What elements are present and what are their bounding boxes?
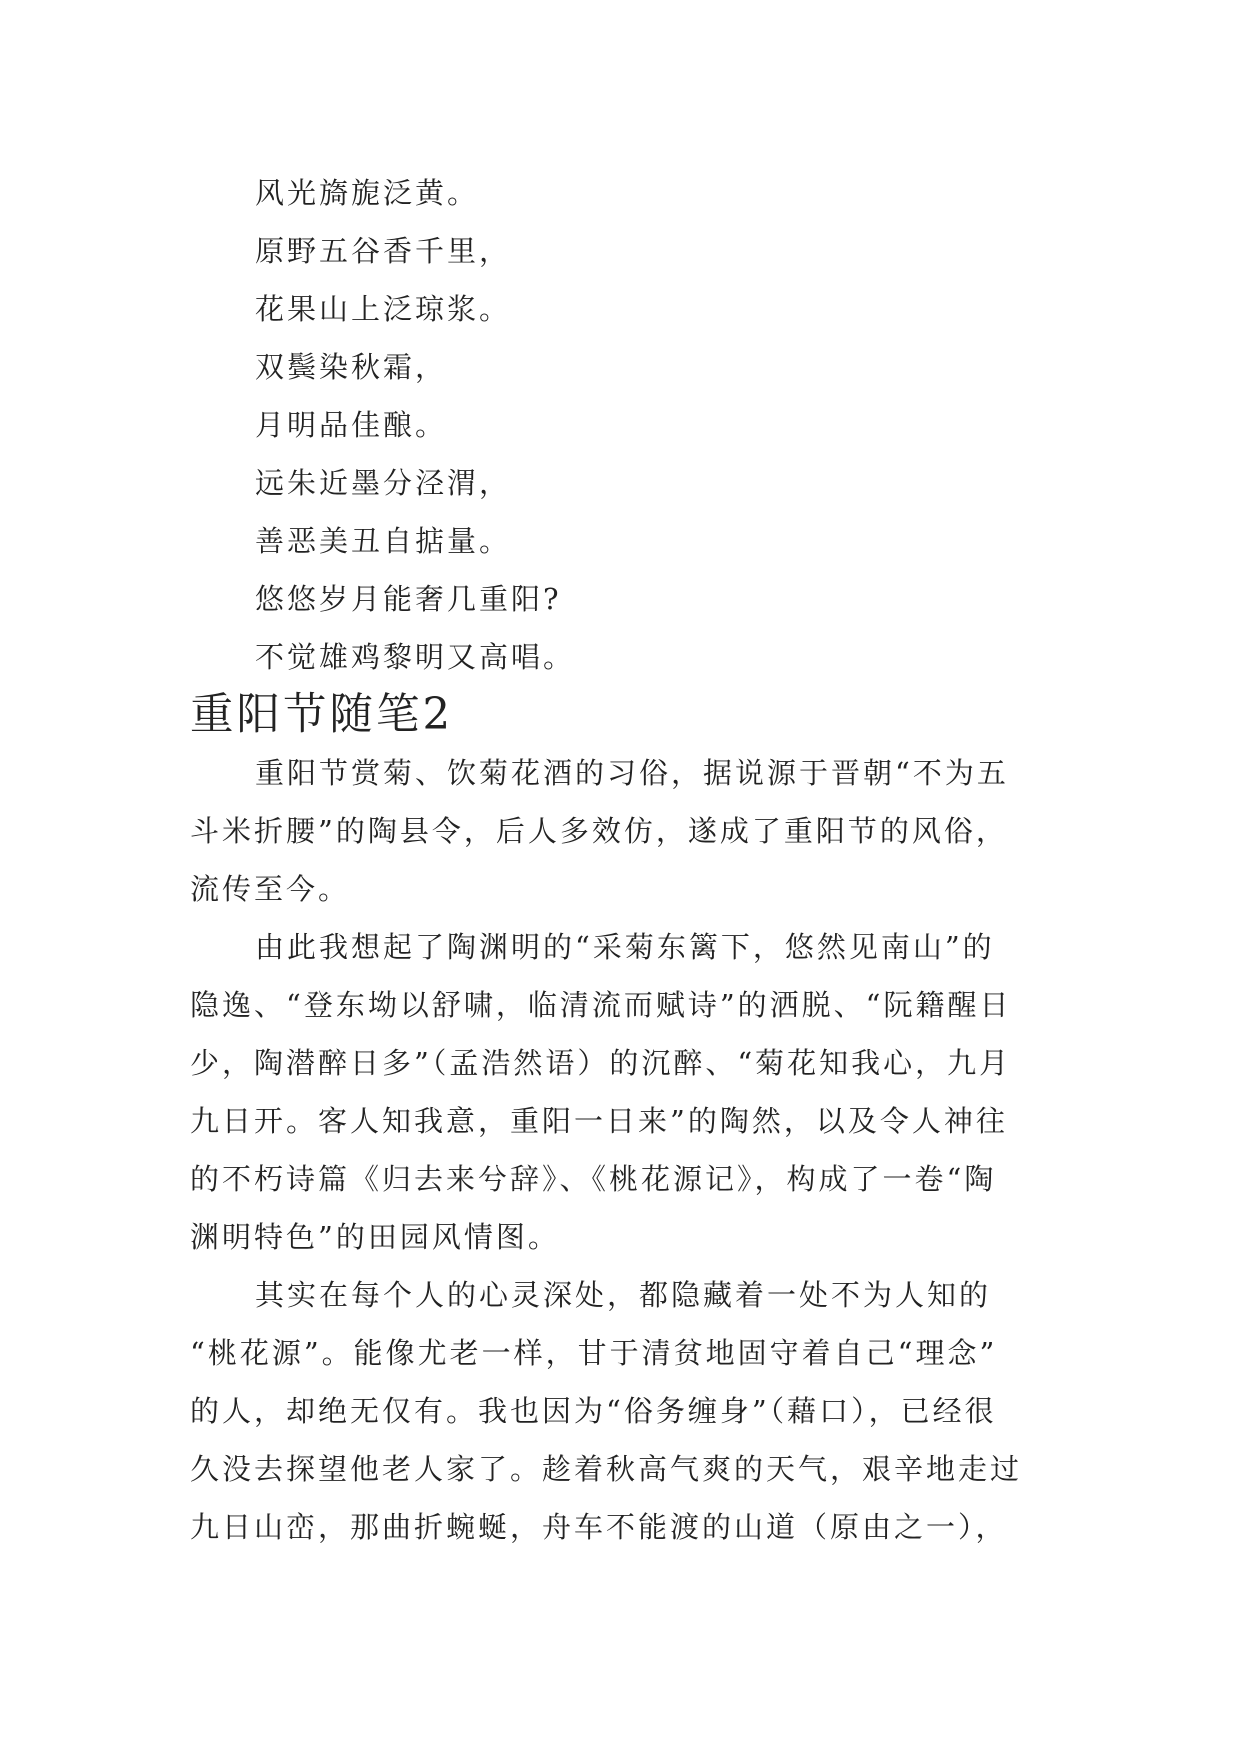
paragraph-line: 由此我想起了陶渊明的“采菊东篱下，悠然见南山”的 (255, 930, 995, 964)
section-heading: 重阳节随笔2 (190, 690, 454, 740)
document-body (190, 164, 1050, 1556)
paragraph-line: 渊明特色”的田园风情图。 (190, 1220, 560, 1254)
poem-line: 月明品佳酿。 (255, 408, 448, 442)
paragraph-line: 其实在每个人的心灵深处，都隐藏着一处不为人知的 (255, 1278, 992, 1312)
paragraph-line: 流传至今。 (190, 872, 351, 906)
poem (190, 164, 1050, 686)
paragraph-line: 久没去探望他老人家了。趁着秋高气爽的天气，艰辛地走过 (190, 1452, 1023, 1486)
paragraph (190, 918, 1050, 1266)
poem-line: 善恶美丑自掂量。 (255, 524, 512, 558)
paragraph-line: 斗米折腰”的陶县令，后人多效仿，遂成了重阳节的风俗， (190, 814, 1008, 848)
poem-line: 花果山上泛琼浆。 (255, 292, 512, 326)
poem-line: 风光旖旎泛黄。 (255, 176, 480, 210)
poem-line: 远朱近墨分泾渭， (255, 466, 512, 500)
poem-line: 悠悠岁月能奢几重阳? (255, 582, 562, 616)
poem-line: 双鬓染秋霜， (255, 350, 448, 384)
poem-line: 不觉雄鸡黎明又高唱。 (255, 640, 576, 674)
paragraph-line: 少，陶潜醉日多”（孟浩然语）的沉醉、“菊花知我心，九月 (190, 1046, 1012, 1080)
paragraph-line: 重阳节赏菊、饮菊花酒的习俗，据说源于晋朝“不为五 (255, 756, 1009, 790)
paragraph-line: 九日开。客人知我意，重阳一日来”的陶然，以及令人神往 (190, 1104, 1008, 1138)
paragraph-line: 的人，却绝无仅有。我也因为“俗务缠身”（藉口），已经很 (190, 1394, 997, 1428)
poem-line: 原野五谷香千里， (255, 234, 512, 268)
paragraph-line: 隐逸、“登东坳以舒啸，临清流而赋诗”的洒脱、“阮籍醒日 (190, 988, 1012, 1022)
paragraph-line: 九日山峦，那曲折蜿蜒，舟车不能渡的山道（原由之一）， (190, 1510, 1008, 1544)
paragraph (190, 744, 1050, 918)
paragraph-line: “桃花源”。能像尤老一样，甘于清贫地固守着自己“理念” (190, 1336, 998, 1370)
paragraph (190, 1266, 1050, 1556)
paragraph-line: 的不朽诗篇《归去来兮辞》、《桃花源记》，构成了一卷“陶 (190, 1162, 997, 1196)
